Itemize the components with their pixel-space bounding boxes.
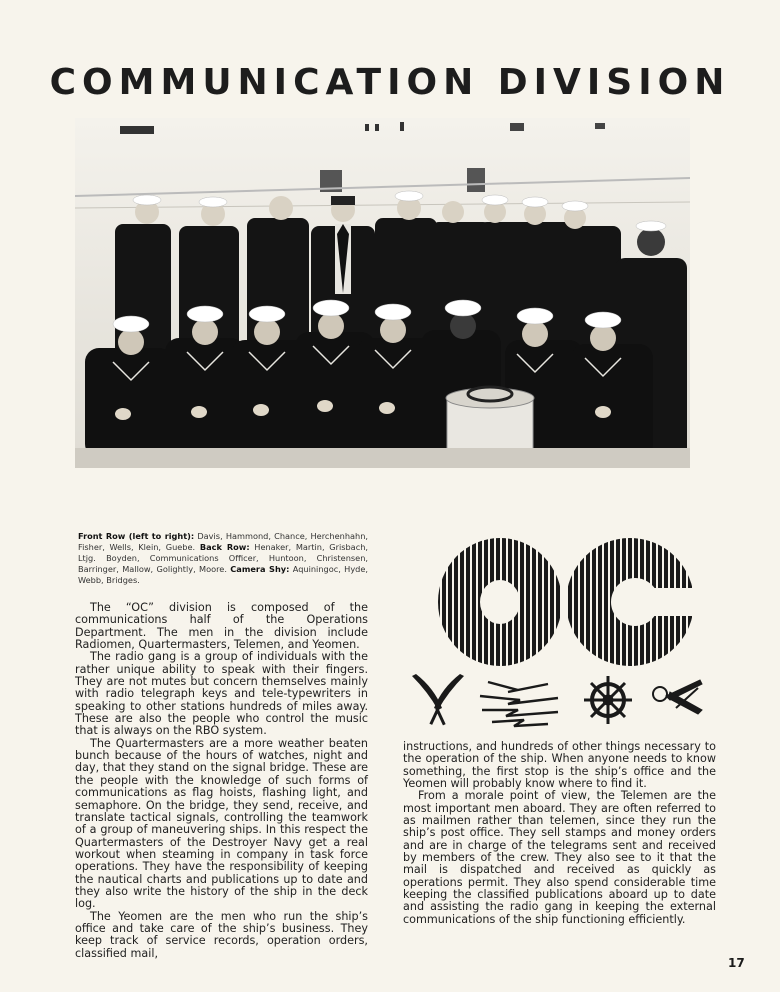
back-row-names: Henaker, Martin, Grisbach, Ltjg. Boyden, Communications Officer, Huntoon, Christensen, Barringer, Mallow, Golightly, Moore. <box>78 542 368 574</box>
page-number: 17 <box>728 956 745 970</box>
paragraph-intro: The “OC” division is composed of the communications half of the Operations Department. The men in the division include Radiomen, Quartermasters, Telemen, and Yeomen. <box>75 601 368 652</box>
paragraph-yeomen: The Yeomen are the men who run the ship’s office and take care of the ship’s business. They keep track of service records, operation orders, classified mail, <box>75 909 368 960</box>
front-row-names: Davis, Hammond, Chance, Herchenhahn, Fisher, Wells, Klein, Guebe. <box>78 531 369 552</box>
ship-wheel-icon <box>584 676 632 724</box>
telegraph-key-icon <box>653 680 702 714</box>
paragraph-yeomen-continued: instructions, and hundreds of other things necessary to the operation of the ship. When anyone needs to know something, the first stop is the ship’s office and the Yeomen will probably know where to find it. <box>403 740 716 791</box>
article-column-right <box>403 741 716 926</box>
camera-shy-names: Aquiningoc, Hyde, Webb, Bridges. <box>78 564 369 585</box>
photo-caption <box>78 531 368 586</box>
group-photo <box>75 118 690 468</box>
paragraph-radio-gang: The radio gang is a group of individuals with the rather unique ability to speak with their fingers. They are not mutes but concern themselves mainly with radio telegraph keys and tele-typewriters in speaking to other stations hundreds of miles away. These are also the people who control the music that is always on the RBO system. <box>75 650 368 738</box>
paragraph-telemen: From a morale point of view, the Telemen are the most important men aboard. They are often referred to as mailmen rather than telemen, since they run the ship’s post office. They sell stamps and money orders and are in charge of the telegrams sent and received by members of the crew. They also see to it that the mail is dispatched and received as quickly as operations permit. They also spend considerable time keeping the classified publications aboard up to date and assisting the radio gang in keeping the external communications of the ship functioning efficiently. <box>403 789 716 926</box>
front-row-label: Front Row (left to right): <box>78 531 195 541</box>
back-row-label: Back Row: <box>199 542 250 552</box>
page-title: COMMUNICATION DIVISION <box>49 62 731 103</box>
group-photo-image <box>75 118 690 468</box>
lightning-bolts-icon <box>480 682 558 726</box>
paragraph-quartermasters: The Quartermasters are a more weather beaten bunch because of the hours of watches, night and day, that they stand on the signal bridge. These are the people with the knowledge of such forms of communications as flag hoists, flashing light, and semaphore. On the bridge, they send, receive, and translate tactical signals, controlling the teamwork of a group of maneuvering ships. In this respect the Quartermasters of the Destroyer Navy get a real workout when steaming in company in task force operations. They have the responsibility of keeping the nautical charts and publications up to date and they also write the history of the ship in the deck log. <box>75 736 368 911</box>
crossed-flags-icon <box>412 674 464 725</box>
oc-emblem <box>430 530 705 730</box>
article-column-left <box>75 602 368 960</box>
camera-shy-label: Camera Shy: <box>230 564 290 574</box>
emblem-icon-row <box>408 670 708 730</box>
